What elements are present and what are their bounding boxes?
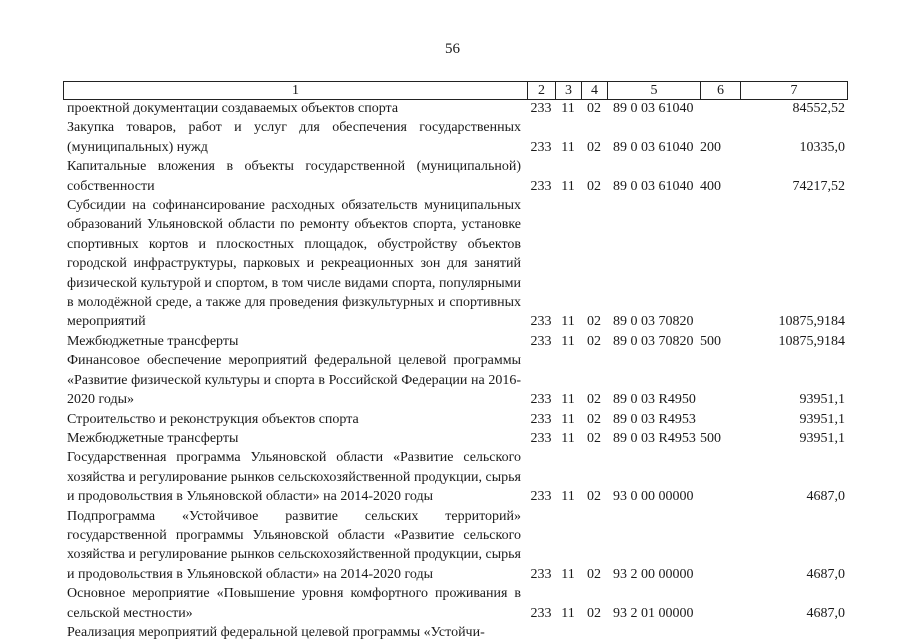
row-name: Капитальные вложения в объекты государственной (муниципальной) собственности	[67, 159, 521, 194]
row-col-5: 89 0 03 R4950	[613, 392, 696, 408]
row-col-2: 233	[530, 314, 552, 330]
row-col-6	[700, 99, 740, 118]
row-col-7: 10875,9184	[778, 314, 845, 330]
row-col-4: 02	[587, 566, 601, 582]
row-col-6: 200	[700, 139, 721, 155]
table-row	[63, 429, 847, 448]
table-row	[63, 448, 847, 506]
row-col-4: 02	[587, 392, 601, 408]
row-col-5: 89 0 03 70820	[613, 314, 694, 330]
row-col-2: 233	[530, 333, 552, 349]
row-col-2: 233	[530, 139, 552, 155]
budget-table	[63, 99, 847, 642]
table-row	[63, 332, 847, 351]
row-col-6: 500	[700, 333, 721, 349]
row-name: Межбюджетные трансферты	[67, 333, 239, 349]
row-col-2: 233	[530, 430, 552, 446]
row-col-3	[555, 623, 581, 642]
row-col-3: 11	[561, 314, 575, 330]
row-col-6	[700, 196, 740, 332]
row-col-2: 233	[530, 411, 552, 427]
row-name: Субсидии на софинансирование расходных обязательств муниципальных образований Ульяновской области по ремонту объектов спорта, установке спортивных кортов и плоскостных площадок, обустройству объектов городской инфраструктуры, парковых и рекреационных зон для занятий физической культурой и спортом, в том числе видами спорта, популярными в молодёжной среде, а также для проведения физкультурных и спортивных мероприятий	[67, 198, 521, 330]
row-col-5: 89 0 03 R4953	[613, 411, 696, 427]
header-col-1: 1	[64, 82, 528, 100]
row-col-2: 233	[530, 605, 552, 621]
row-col-6: 400	[700, 178, 721, 194]
row-name: проектной документации создаваемых объектов спорта	[67, 101, 399, 116]
header-col-3: 3	[556, 82, 582, 100]
row-name: Реализация мероприятий федеральной целевой программы «Устойчи-	[67, 624, 485, 640]
page-number: 56	[445, 41, 460, 57]
column-header-row	[64, 82, 848, 100]
row-col-3: 11	[561, 392, 575, 408]
row-col-7: 93951,1	[799, 411, 845, 427]
row-col-6: 500	[700, 430, 721, 446]
row-col-2	[527, 623, 555, 642]
row-col-3: 11	[561, 333, 575, 349]
row-col-7: 4687,0	[806, 605, 845, 621]
row-col-3: 11	[561, 178, 575, 194]
header-col-5: 5	[608, 82, 701, 100]
row-col-4: 02	[587, 605, 601, 621]
table-row	[63, 507, 847, 585]
table-row	[63, 118, 847, 157]
row-name: Межбюджетные трансферты	[67, 430, 239, 446]
table-row	[63, 410, 847, 429]
row-col-7: 74217,52	[792, 178, 845, 194]
header-col-4: 4	[582, 82, 608, 100]
row-col-6	[700, 448, 740, 506]
table-row	[63, 157, 847, 196]
row-col-4: 02	[587, 101, 601, 116]
row-col-5: 89 0 03 61040	[613, 178, 694, 194]
table-row	[63, 351, 847, 409]
row-col-5: 89 0 03 61040	[613, 101, 694, 116]
row-col-6	[700, 507, 740, 585]
row-col-3: 11	[561, 566, 575, 582]
row-col-5: 89 0 03 R4953	[613, 430, 696, 446]
row-name: Подпрограмма «Устойчивое развитие сельских территорий» государственной программы Ульяновской области «Развитие сельского хозяйства и регулирование рынков сельскохозяйственной продукции, сырья и продовольствия в Ульяновской области» на 2014-2020 годы	[67, 508, 521, 582]
row-col-4: 02	[587, 178, 601, 194]
row-col-2: 233	[530, 566, 552, 582]
row-col-6	[700, 584, 740, 623]
table-row	[63, 99, 847, 118]
row-col-3: 11	[561, 489, 575, 505]
row-col-2: 233	[530, 101, 552, 116]
row-col-3: 11	[561, 411, 575, 427]
header-col-2: 2	[528, 82, 556, 100]
row-col-7: 10335,0	[799, 139, 845, 155]
row-col-7: 93951,1	[799, 392, 845, 408]
table-row	[63, 196, 847, 332]
row-col-5: 93 2 00 00000	[613, 566, 694, 582]
row-col-4: 02	[587, 430, 601, 446]
row-col-3: 11	[561, 101, 575, 116]
row-col-5: 89 0 03 70820	[613, 333, 694, 349]
row-col-5: 93 0 00 00000	[613, 489, 694, 505]
row-name: Финансовое обеспечение мероприятий федеральной целевой программы «Развитие физической культуры и спорта в Российской Федерации на 2016-2020 годы»	[67, 353, 521, 408]
row-col-3: 11	[561, 139, 575, 155]
header-col-6: 6	[701, 82, 741, 100]
row-col-4: 02	[587, 314, 601, 330]
row-col-7: 4687,0	[806, 566, 845, 582]
row-col-2: 233	[530, 489, 552, 505]
row-col-3: 11	[561, 430, 575, 446]
row-col-2: 233	[530, 392, 552, 408]
row-name: Закупка товаров, работ и услуг для обеспечения государственных (муниципальных) нужд	[67, 120, 521, 155]
row-col-6	[700, 410, 740, 429]
row-col-4: 02	[587, 333, 601, 349]
row-col-5	[607, 623, 700, 642]
row-col-5: 93 2 01 00000	[613, 605, 694, 621]
column-header-table	[63, 81, 848, 100]
row-col-7: 4687,0	[806, 489, 845, 505]
row-col-6	[700, 623, 740, 642]
row-col-4: 02	[587, 411, 601, 427]
row-col-5: 89 0 03 61040	[613, 139, 694, 155]
row-col-2: 233	[530, 178, 552, 194]
row-col-7	[740, 623, 847, 642]
row-col-6	[700, 351, 740, 409]
row-col-7: 10875,9184	[778, 333, 845, 349]
row-col-4: 02	[587, 489, 601, 505]
row-col-4: 02	[587, 139, 601, 155]
row-col-7: 84552,52	[792, 101, 845, 116]
row-name: Строительство и реконструкция объектов спорта	[67, 411, 359, 427]
table-row	[63, 584, 847, 623]
row-name: Государственная программа Ульяновской области «Развитие сельского хозяйства и регулирование рынков сельскохозяйственной продукции, сырья и продовольствия в Ульяновской области» на 2014-2020 годы	[67, 450, 521, 505]
row-name: Основное мероприятие «Повышение уровня комфортного проживания в сельской местности»	[67, 586, 521, 621]
table-row	[63, 623, 847, 642]
row-col-4	[581, 623, 607, 642]
header-col-7: 7	[741, 82, 848, 100]
row-col-3: 11	[561, 605, 575, 621]
row-col-7: 93951,1	[799, 430, 845, 446]
